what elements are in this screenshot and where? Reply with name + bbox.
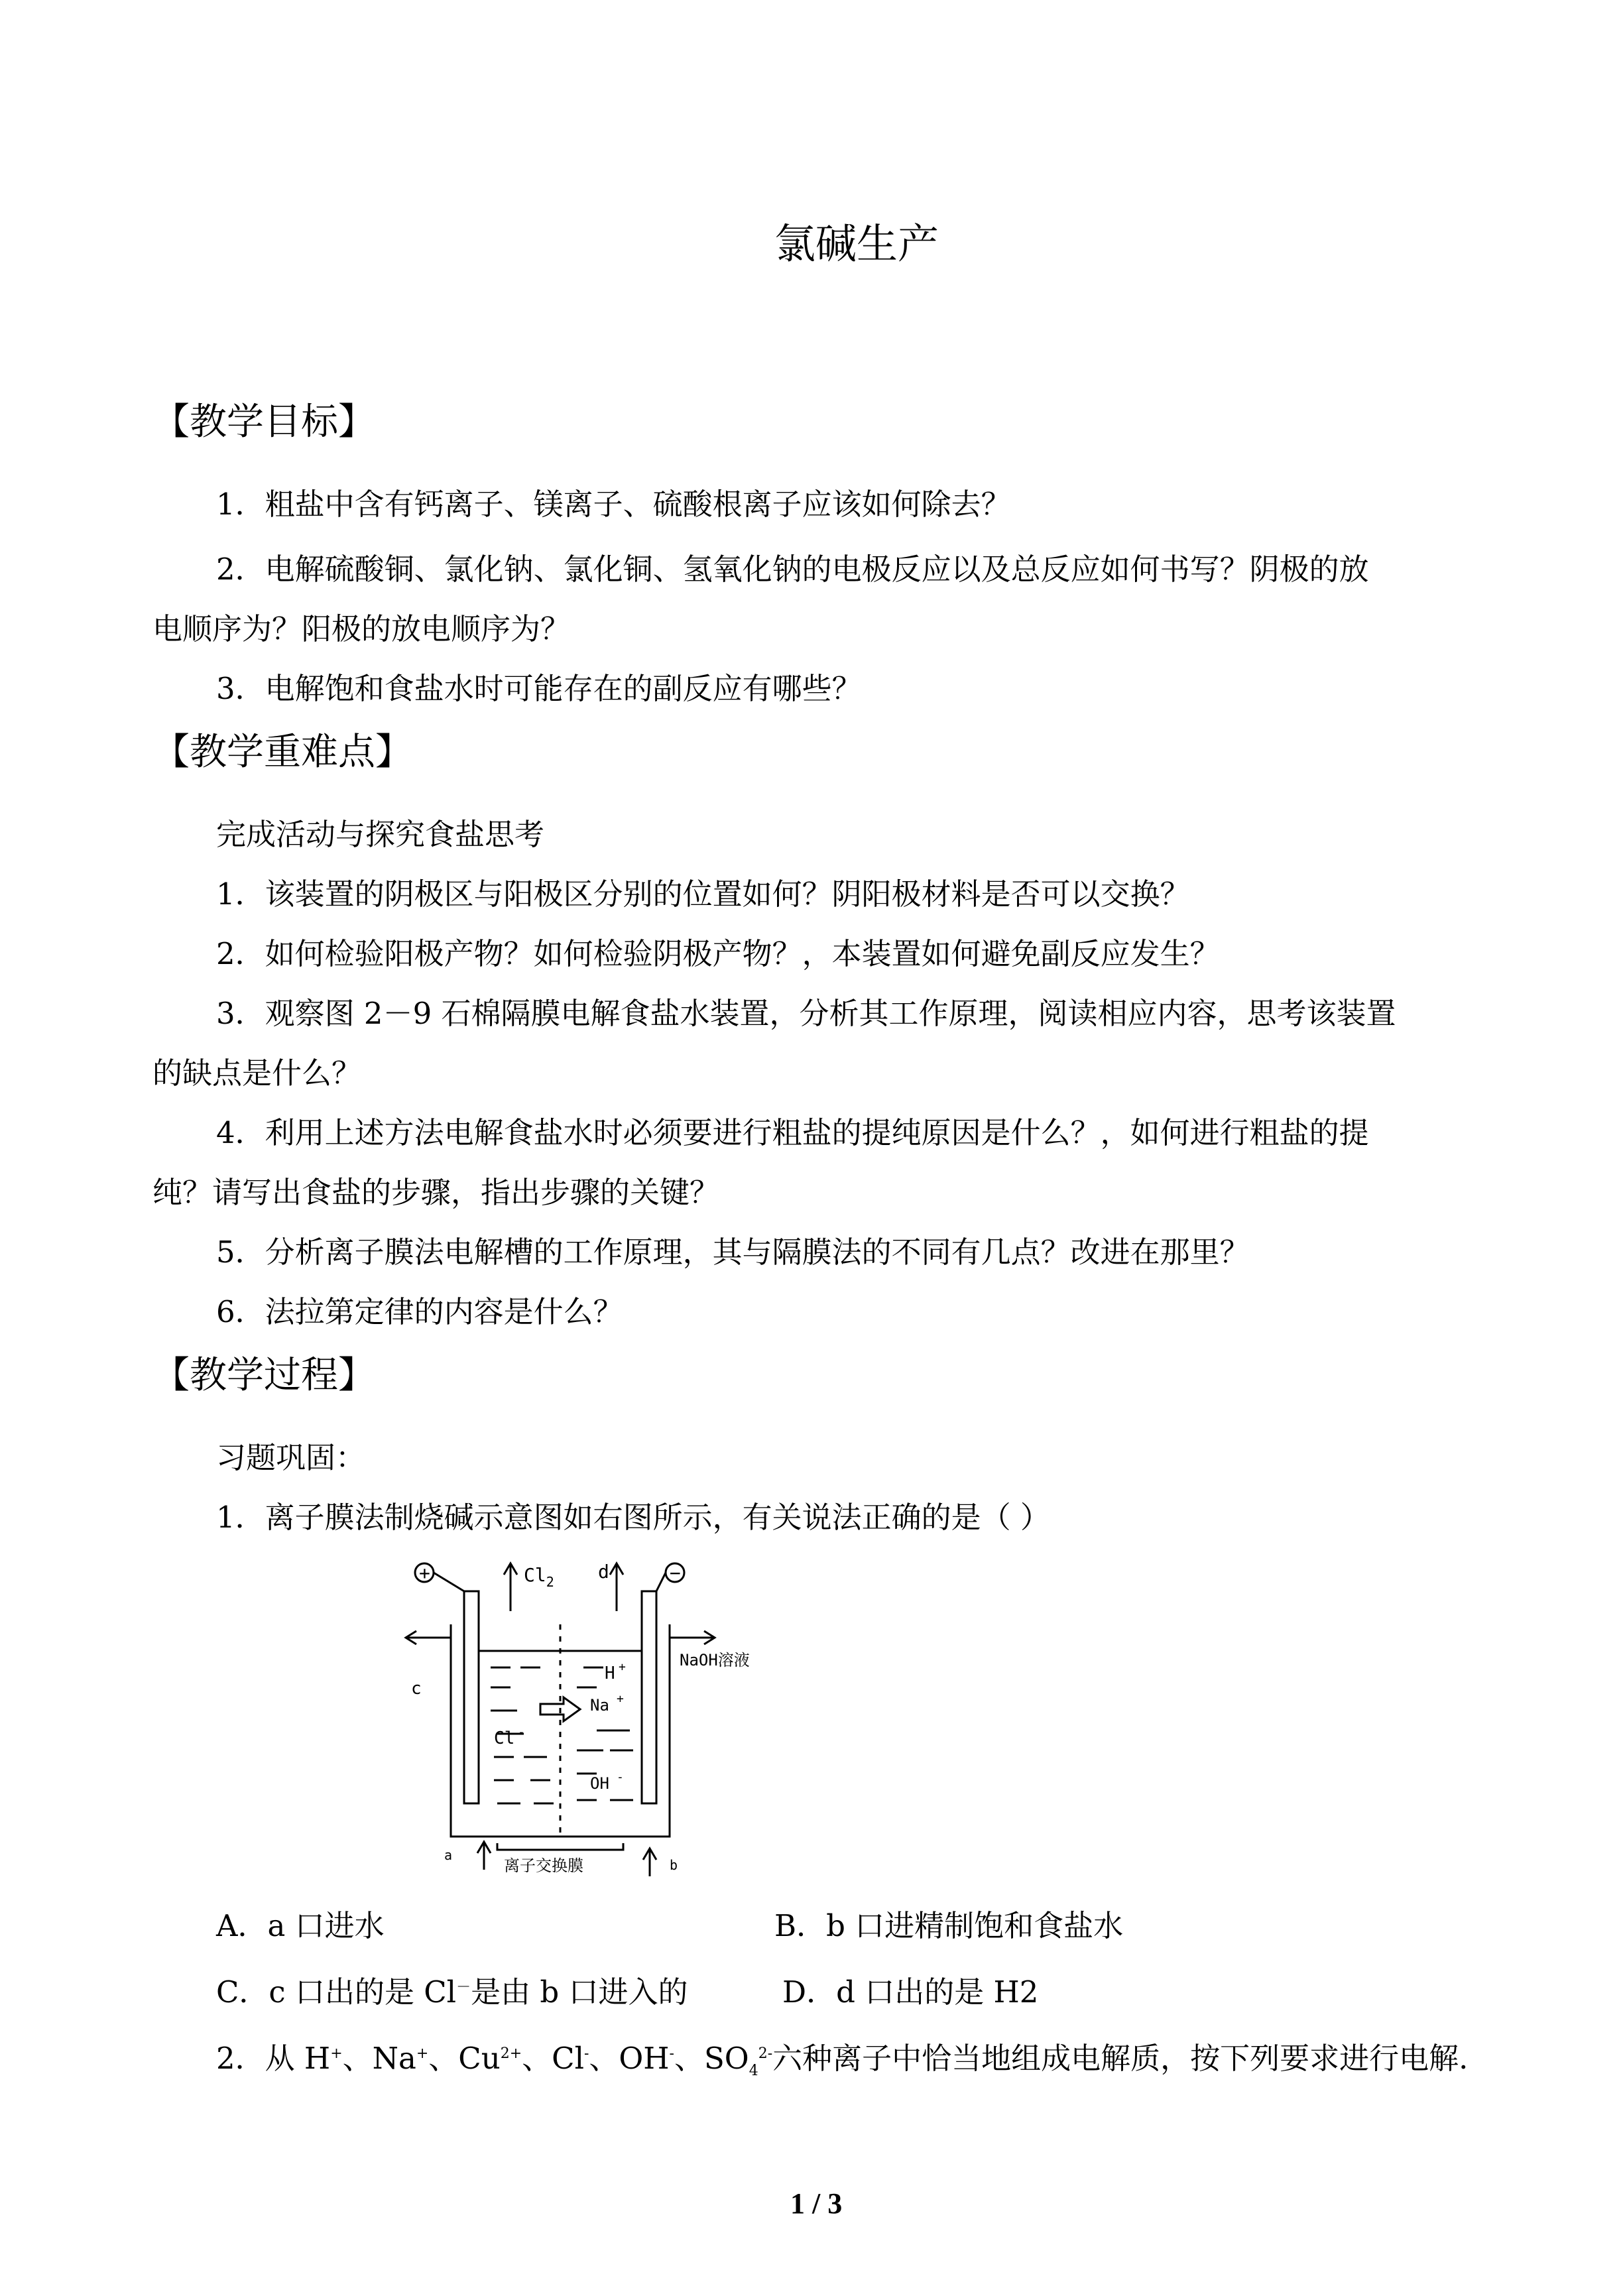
- objective-item-3: 3．电解饱和食盐水时可能存在的副反应有哪些？: [216, 671, 862, 706]
- ion-membrane-cell-diagram: [398, 1551, 782, 1883]
- b-inlet-arrow: [643, 1848, 656, 1876]
- key-point-item-3: 3．观察图 2－9 石棉隔膜电解食盐水装置，分析其工作原理，阅读相应内容，思考该装置: [216, 996, 1396, 1031]
- h-plus-label: H: [605, 1663, 615, 1683]
- anode-electrode: [464, 1591, 479, 1803]
- section-heading-process: 【教学过程】: [152, 1354, 375, 1397]
- anode-sign: +: [419, 1562, 430, 1584]
- svg-text:+: +: [617, 1692, 624, 1706]
- cl2-arrow: [504, 1563, 517, 1611]
- objective-item-2: 2．电解硫酸铜、氯化钠、氯化铜、氢氧化钠的电极反应以及总反应如何书写？阴极的放: [216, 552, 1369, 587]
- na-plus-label: Na: [590, 1696, 609, 1715]
- page-title: 氯碱生产: [774, 219, 939, 268]
- d-label: d: [598, 1561, 609, 1583]
- cathode-sign: −: [670, 1562, 681, 1584]
- section-heading-key-points: 【教学重难点】: [152, 731, 412, 774]
- option-a: A．a 口进水: [216, 1908, 385, 1943]
- a-inlet-arrow: [477, 1842, 491, 1870]
- key-point-item-5: 5．分析离子膜法电解槽的工作原理，其与隔膜法的不同有几点？改进在那里？: [216, 1235, 1250, 1270]
- svg-text:+: +: [619, 1660, 626, 1674]
- option-c-superscript: －: [456, 1979, 471, 1996]
- svg-text:-: -: [518, 1725, 525, 1739]
- c-outlet-arrow: [406, 1631, 434, 1644]
- naoh-solution-label: NaOH溶液: [680, 1651, 750, 1669]
- objective-item-2-continued: 电顺序为？阳极的放电顺序为？: [152, 611, 571, 646]
- option-c-tail: 是由 b 口进入的: [471, 1974, 688, 2010]
- question-1: 1．离子膜法制烧碱示意图如右图所示，有关说法正确的是（ ）: [216, 1500, 1050, 1535]
- page-number: 1 / 3: [790, 2187, 843, 2220]
- a-label: a: [444, 1847, 453, 1863]
- membrane-label: 离子交换膜: [504, 1856, 583, 1875]
- key-point-item-6: 6．法拉第定律的内容是什么？: [216, 1294, 623, 1329]
- key-point-item-1: 1．该装置的阴极区与阳极区分别的位置如何？阴阳极材料是否可以交换？: [216, 876, 1190, 912]
- process-intro: 习题巩固：: [216, 1440, 366, 1475]
- naoh-outlet-arrow: [686, 1631, 715, 1644]
- option-b: B．b 口进精制饱和食盐水: [774, 1908, 1124, 1943]
- key-point-item-2: 2．如何检验阳极产物？如何检验阴极产物？，本装置如何避免副反应发生？: [216, 936, 1220, 971]
- oh-minus-label: OH: [590, 1774, 609, 1793]
- key-point-item-3-continued: 的缺点是什么？: [152, 1056, 362, 1091]
- c-label: c: [411, 1679, 422, 1699]
- objective-item-1: 1．粗盐中含有钙离子、镁离子、硫酸根离子应该如何除去？: [216, 487, 1011, 522]
- option-c: [216, 1968, 688, 2011]
- d-arrow: [610, 1563, 623, 1611]
- key-point-item-4: 4．利用上述方法电解食盐水时必须要进行粗盐的提纯原因是什么？，如何进行粗盐的提: [216, 1115, 1369, 1150]
- cl-minus-label: Cl: [494, 1728, 515, 1748]
- key-points-intro: 完成活动与探究食盐思考: [216, 817, 545, 852]
- key-point-item-4-continued: 纯？请写出食盐的步骤，指出步骤的关键？: [152, 1175, 720, 1210]
- cl2-label: [524, 1564, 554, 1590]
- cathode-electrode: [642, 1591, 656, 1803]
- membrane-bracket: [497, 1843, 623, 1850]
- option-d: D．d 口出的是 H2: [782, 1974, 1039, 2010]
- question-2: 2．从 H+、Na+、$Cu^{2+}$、Cl-、OH-、$SO_4^{2-}$六种离子中恰当地组成电解质，按下列要求进行电解.: [216, 2041, 1469, 2079]
- option-c-text: C．c 口出的是 Cl: [216, 1974, 457, 2010]
- cl2-label-text: Cl: [524, 1564, 546, 1586]
- b-label: b: [670, 1857, 678, 1873]
- svg-text:-: -: [617, 1770, 624, 1784]
- cl2-label-subscript: 2: [546, 1574, 554, 1590]
- section-heading-objectives: 【教学目标】: [152, 400, 375, 444]
